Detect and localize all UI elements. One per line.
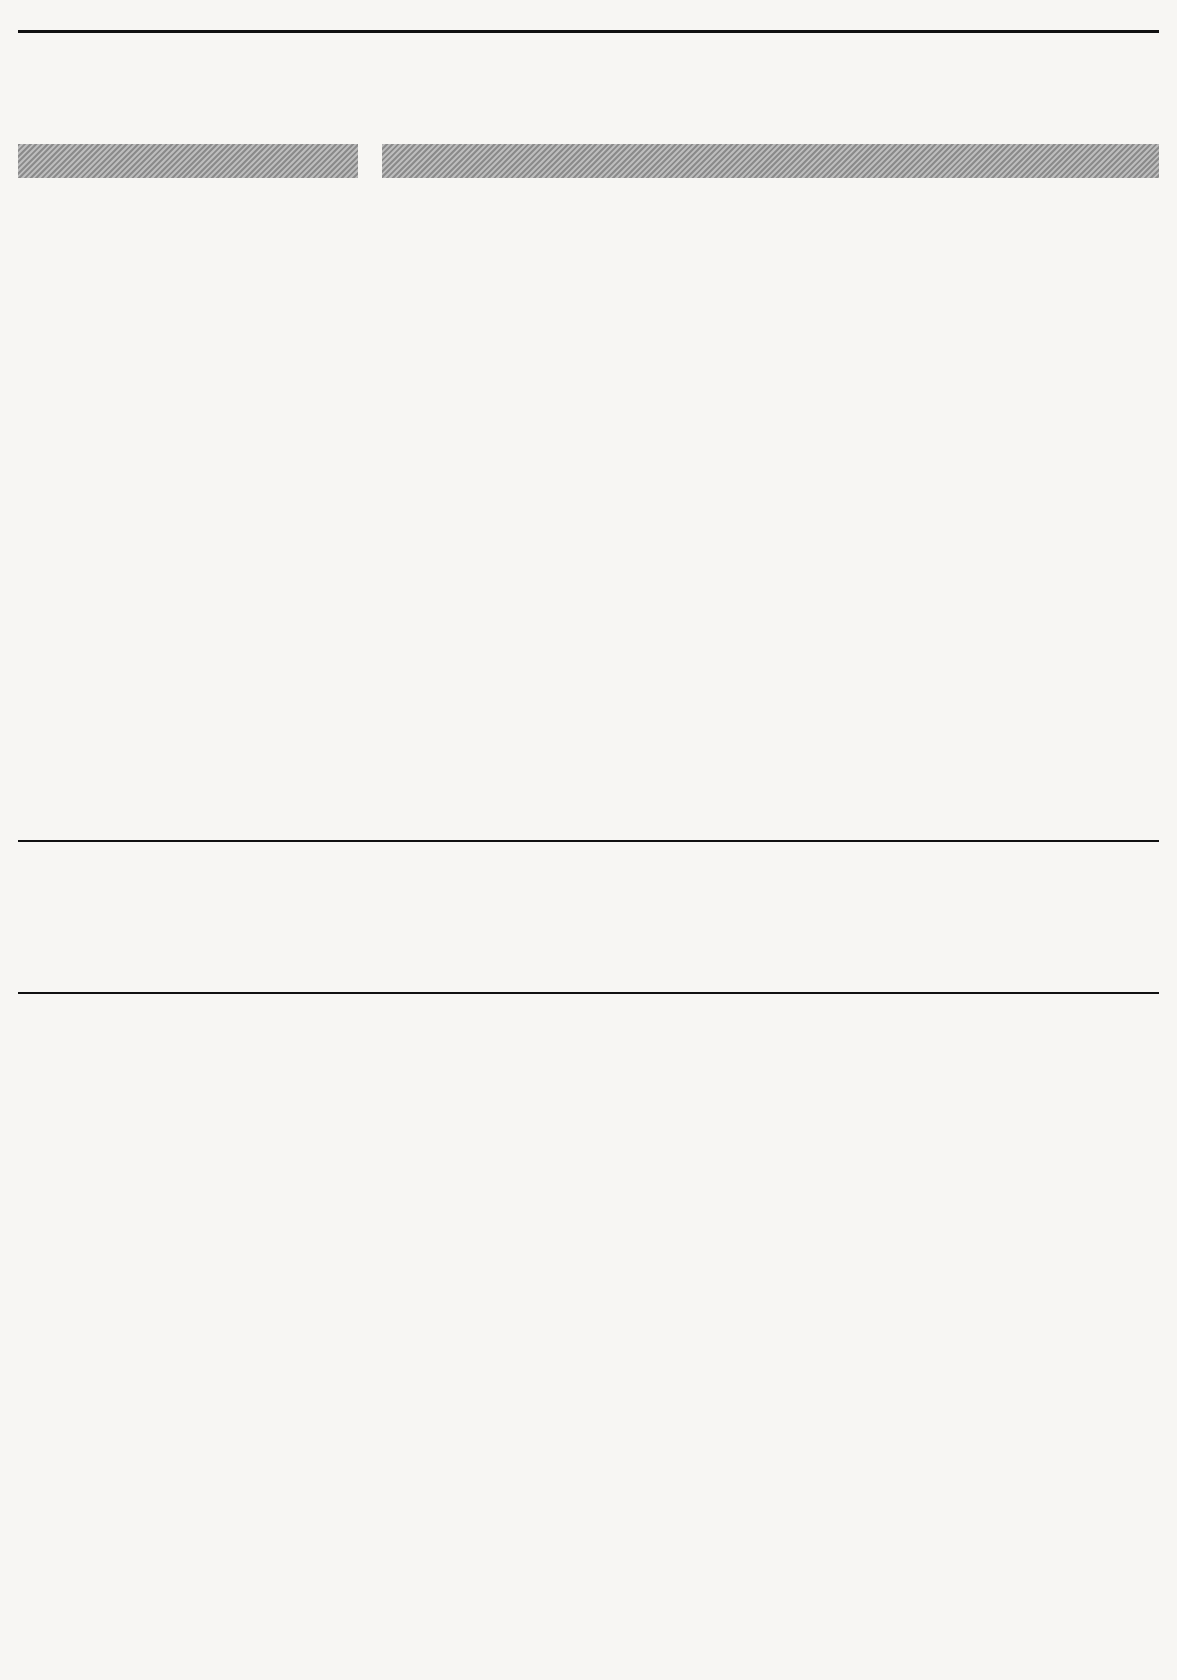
top-article-columns bbox=[18, 186, 1159, 826]
subheadline bbox=[358, 144, 382, 178]
running-header bbox=[18, 8, 1159, 33]
section-divider bbox=[18, 840, 1159, 842]
plenum-speakers-columns bbox=[18, 1010, 1159, 1670]
subheadline-bar bbox=[18, 144, 1159, 178]
section-divider-lower bbox=[18, 992, 1159, 994]
